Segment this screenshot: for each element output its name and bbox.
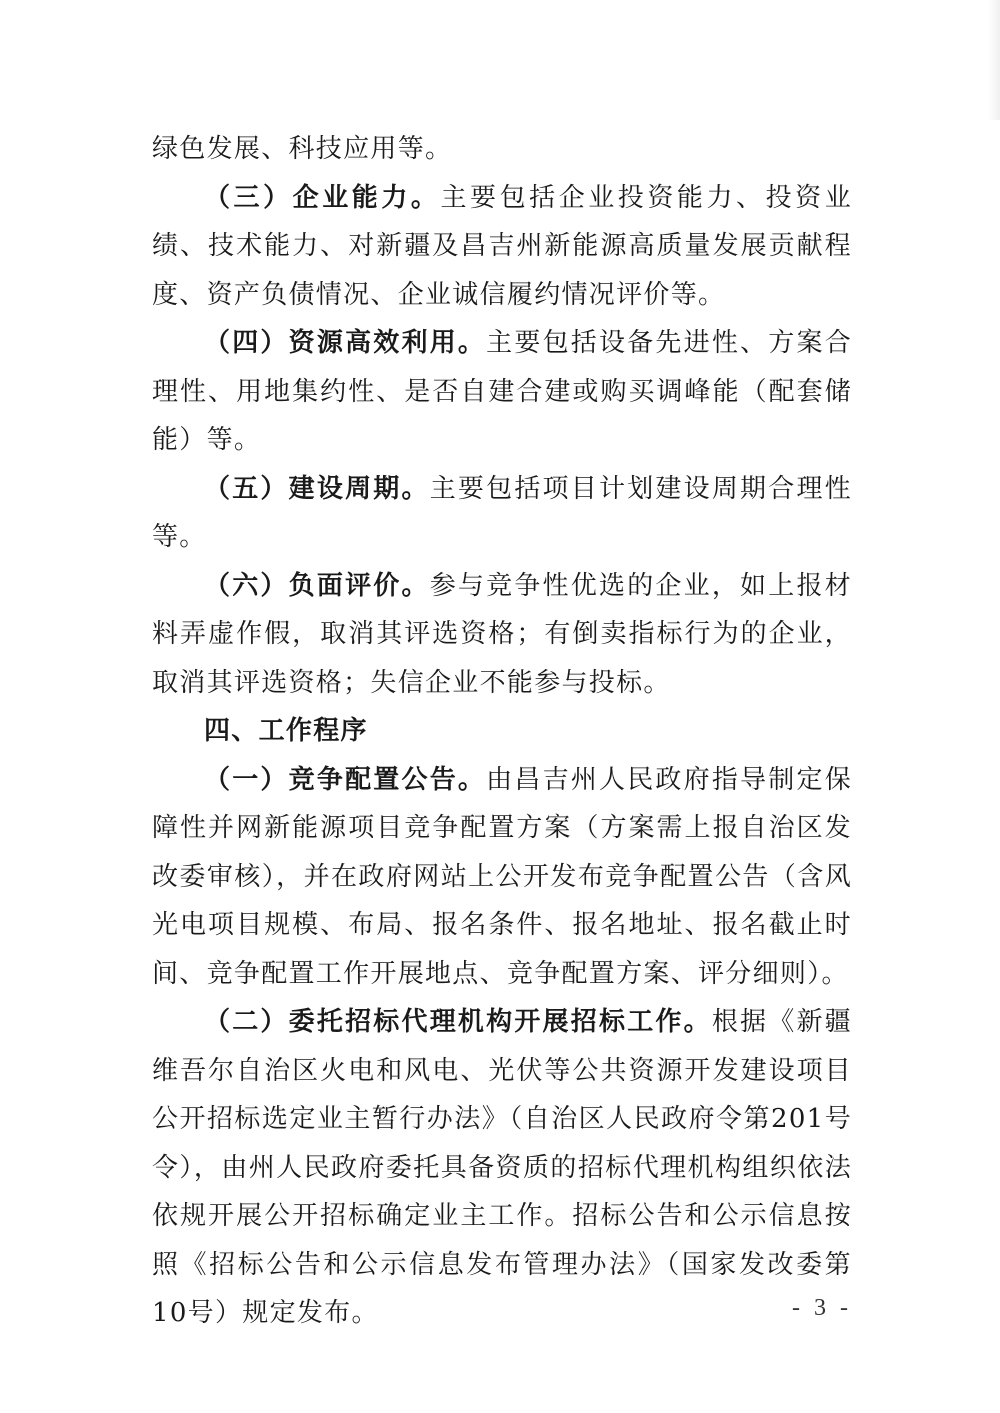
paragraph-text: 主要包括项目计划建设周期合理性等。 — [152, 473, 852, 552]
paragraph-continuation — [152, 125, 852, 174]
paragraph-construction-period — [152, 465, 852, 562]
paragraph-text: 由昌吉州人民政府指导制定保障性并网新能源项目竞争配置方案（方案需上报自治区发改委审核），并在政府网站上公开发布竞争配置公告（含风光电项目规模、布局、报名条件、报名地址、报名截止时间、竞争配置工作开展地点、竞争配置方案、评分细则）。 — [152, 764, 852, 989]
paragraph-text: 参与竞争性优选的企业，如上报材料弄虚作假，取消其评选资格；有倒卖指标行为的企业，取消其评选资格；失信企业不能参与投标。 — [152, 570, 852, 698]
paragraph-label: （六）负面评价。 — [204, 570, 430, 601]
paragraph-enterprise-capability — [152, 174, 852, 320]
paragraph-competition-announcement — [152, 756, 852, 999]
paragraph-resource-utilization — [152, 319, 852, 465]
document-body — [152, 125, 852, 1338]
paragraph-text: 主要包括企业投资能力、投资业绩、技术能力、对新疆及昌吉州新能源高质量发展贡献程度、资产负债情况、企业诚信履约情况评价等。 — [152, 182, 853, 310]
section-heading-work-procedure: 四、工作程序 — [204, 716, 368, 746]
paragraph-text: 根据《新疆维吾尔自治区火电和风电、光伏等公共资源开发建设项目公开招标选定业主暂行办法》（自治区人民政府令第201号令），由州人民政府委托具备资质的招标代理机构组织依法依规开展公开招标确定业主工作。招标公告和公示信息按照《招标公告和公示信息发布管理办法》（国家发改委第10号）规定发布。 — [152, 1007, 852, 1328]
paragraph-text: 主要包括设备先进性、方案合理性、用地集约性、是否自建合建或购买调峰能（配套储能）等。 — [152, 328, 852, 455]
paragraph-text: 绿色发展、科技应用等。 — [152, 134, 453, 164]
page-number: - 3 - — [792, 1295, 852, 1321]
page-edge-shadow — [988, 0, 1000, 120]
paragraph-label: （二）委托招标代理机构开展招标工作。 — [204, 1007, 712, 1037]
paragraph-tender-agency — [152, 998, 852, 1338]
paragraph-negative-evaluation — [152, 562, 852, 708]
paragraph-label: （五）建设周期。 — [204, 473, 430, 504]
paragraph-label: （一）竞争配置公告。 — [204, 764, 487, 795]
paragraph-label: （四）资源高效利用。 — [204, 328, 487, 358]
paragraph-label: （三）企业能力。 — [204, 182, 441, 213]
